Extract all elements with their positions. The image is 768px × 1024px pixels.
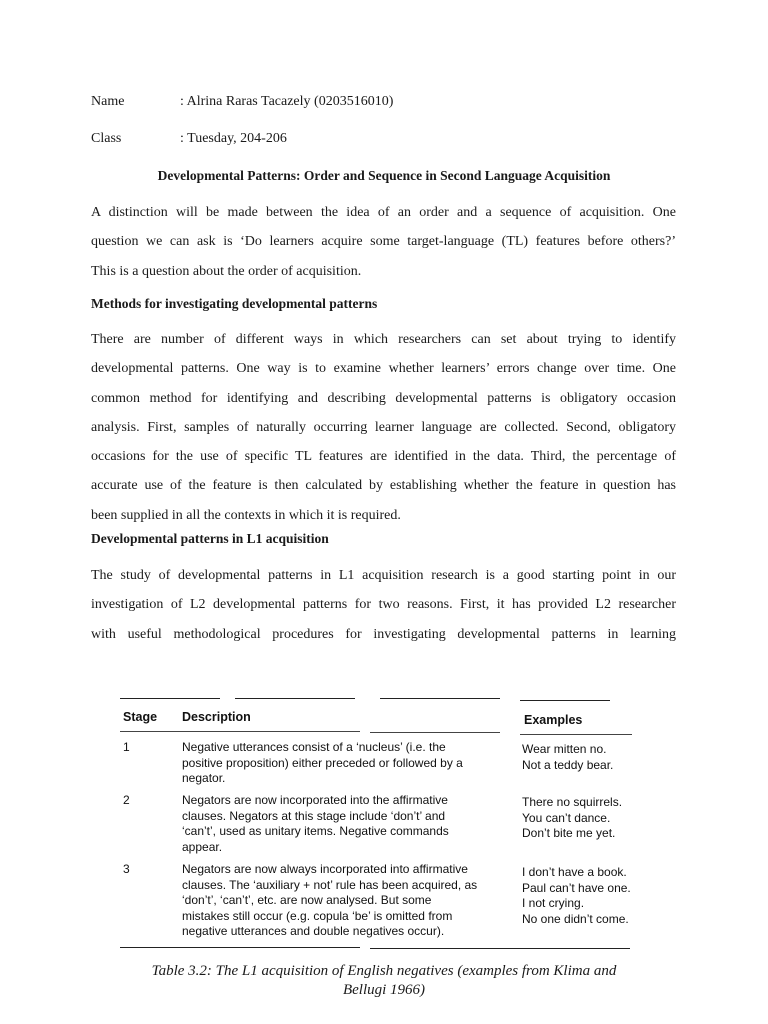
description-line: clauses. Negators at this stage include ‘don’t’ and: [182, 808, 446, 823]
table-top-rule: [520, 700, 610, 701]
paragraph-line: This is a question about the order of acquisition.: [91, 263, 362, 279]
column-header-description: Description: [182, 710, 251, 724]
table-top-rule: [380, 698, 500, 699]
example-line: No one didn’t come.: [522, 911, 629, 926]
description-line: clauses. The ‘auxiliary + not’ rule has been acquired, as: [182, 877, 478, 892]
class-label: Class: [91, 131, 122, 146]
paragraph-intro: [91, 198, 676, 286]
description-line: Negative utterances consist of a ‘nucleus’ (i.e. the: [182, 740, 446, 754]
paragraph-line: accurate use of the feature is then calculated by establishing whether the feature in question has: [91, 478, 676, 494]
column-header-examples: Examples: [524, 713, 583, 727]
table-cell-stage: 1: [123, 740, 130, 754]
paragraph-line: occasions for the use of specific TL features are identified in the data. Third, the percentage of: [91, 449, 676, 465]
table-bottom-rule: [370, 948, 630, 949]
section-heading-l1: Developmental patterns in L1 acquisition: [91, 531, 329, 546]
description-line: ‘don’t’, ‘can’t’, etc. are now analysed. But some: [182, 893, 432, 907]
table-top-rule: [120, 698, 220, 699]
table-cell-description: [182, 862, 477, 940]
description-line: mistakes still occur (e.g. copula ‘be’ is omitted from: [182, 908, 453, 923]
negatives-table: [120, 694, 640, 954]
section-heading-methods: Methods for investigating developmental patterns: [91, 296, 378, 311]
table-cell-stage: 2: [123, 793, 130, 807]
paragraph-methods: [91, 325, 676, 530]
table-cell-examples: [522, 742, 613, 773]
table-cell-description: [182, 740, 463, 787]
example-line: There no squirrels.: [522, 795, 623, 809]
table-cell-examples: [522, 865, 631, 927]
example-line: Paul can’t have one.: [522, 880, 631, 895]
description-line: negative utterances and double negatives occur).: [182, 924, 445, 938]
example-line: Don’t bite me yet.: [522, 826, 616, 840]
table-top-rule: [235, 698, 355, 699]
example-line: I not crying.: [522, 896, 585, 910]
header-rule: [370, 732, 500, 733]
paragraph-line: analysis. First, samples of naturally occurring learner language are collected. Second, obligatory: [91, 419, 676, 435]
paragraph-line: developmental patterns. One way is to examine whether learners’ errors change over time. One: [91, 361, 676, 377]
example-line: You can’t dance.: [522, 810, 611, 825]
paragraph-l1: [91, 561, 676, 649]
caption-line: Bellugi 1966): [342, 982, 426, 998]
paragraph-line: question we can ask is ‘Do learners acquire some target-language (TL) features before others?’: [91, 234, 676, 250]
caption-line: Table 3.2: The L1 acquisition of English negatives (examples from Klima and: [151, 963, 617, 979]
description-line: negator.: [182, 771, 226, 785]
header-rule: [120, 731, 360, 732]
description-line: appear.: [182, 839, 223, 854]
table-cell-examples: [522, 795, 622, 842]
header-rule: [520, 734, 632, 735]
name-row: [91, 94, 393, 110]
paragraph-line: A distinction will be made between the idea of an order and a sequence of acquisition. One: [91, 205, 676, 220]
example-line: Not a teddy bear.: [522, 757, 614, 772]
document-title: Developmental Patterns: Order and Sequence in Second Language Acquisition: [157, 168, 611, 183]
paragraph-line: with useful methodological procedures for investigating developmental patterns in learning: [91, 626, 676, 642]
table-cell-description: [182, 793, 449, 855]
column-header-stage: Stage: [123, 710, 158, 724]
example-line: Wear mitten no.: [522, 742, 607, 756]
class-row: [91, 131, 287, 147]
paragraph-line: common method for identifying and describing developmental patterns is obligatory occasion: [91, 390, 676, 406]
table-bottom-rule: [120, 947, 360, 948]
description-line: Negators are now incorporated into the affirmative: [182, 793, 448, 807]
description-line: Negators are now always incorporated into affirmative: [182, 862, 468, 876]
table-caption: [0, 962, 768, 1000]
table-cell-stage: 3: [123, 862, 130, 876]
paragraph-line: There are number of different ways in which researchers can set about trying to identify: [91, 332, 676, 347]
paragraph-line: been supplied in all the contexts in which it is required.: [91, 507, 401, 523]
paragraph-line: investigation of L2 developmental patterns for two reasons. First, it has provided L2 researcher: [91, 597, 676, 613]
description-line: ‘can’t’, used as unitary items. Negative commands: [182, 824, 449, 838]
class-value: : Tuesday, 204-206: [180, 131, 287, 146]
name-label: Name: [91, 94, 125, 109]
example-line: I don’t have a book.: [522, 865, 627, 879]
name-value: : Alrina Raras Tacazely (0203516010): [180, 94, 394, 109]
description-line: positive proposition) either preceded or followed by a: [182, 755, 463, 770]
paragraph-line: The study of developmental patterns in L1 acquisition research is a good starting point in our: [91, 568, 676, 583]
